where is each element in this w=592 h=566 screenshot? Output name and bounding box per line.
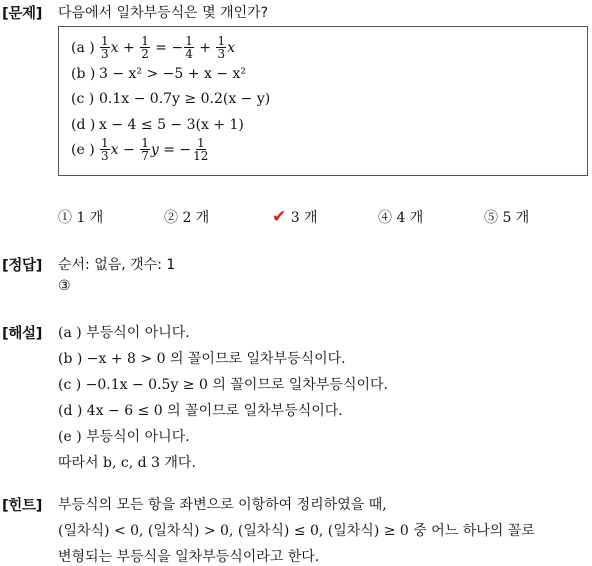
explanation-line: (e ) 부등식이 아니다. [58, 429, 190, 445]
item-label: (c ) [71, 91, 95, 107]
item-label: (a ) [71, 39, 95, 56]
explanation-line: (d ) 4x − 6 ≤ 0 의 꼴이므로 일차부등식이다. [58, 403, 343, 419]
explanation-line: 따라서 b, c, d 3 개다. [58, 455, 196, 471]
choice-mark: ④ [378, 210, 392, 226]
item-label: (e ) [71, 141, 95, 158]
choice-text: 4 개 [396, 210, 424, 226]
item-e: (e ) $\frac{1}{3}$ x − $\frac{1}{7}$ y = − $\frac{1}{12}$ [71, 136, 209, 163]
choice-mark: ⑤ [484, 210, 498, 226]
item-d [71, 117, 244, 133]
choice-2[interactable] [164, 207, 209, 227]
item-a: (a ) $\frac{1}{3}$ x + $\frac{1}{2}$ = − $\frac{1}{4}$ + $\frac{1}{3}$ x [71, 34, 236, 61]
hint-line: (일차식) < 0, (일차식) > 0, (일차식) ≤ 0, (일차식) ≥ 0 중 어느 하나의 꼴로 [58, 523, 535, 539]
item-a-part: x + [110, 39, 140, 56]
explanation-tag: [해설] [2, 326, 43, 342]
explanation-line: (b ) −x + 8 > 0 의 꼴이므로 일차부등식이다. [58, 351, 346, 367]
item-text: x − 4 ≤ 5 − 3(x + 1) [99, 117, 244, 133]
hint-line: 부등식의 모든 항을 좌변으로 이항하여 정리하였을 때, [58, 497, 387, 513]
item-c [71, 91, 270, 107]
choice-5[interactable] [484, 207, 529, 227]
hint-line: 변형되는 부등식을 일차부등식이라고 한다. [58, 549, 320, 565]
choice-text: 2 개 [182, 210, 210, 226]
question-tag: [문제] [2, 6, 43, 22]
choice-3[interactable] [272, 207, 318, 227]
frac-num: 1 [101, 34, 109, 48]
choice-text: 3 개 [290, 210, 318, 226]
choice-text: 5 개 [502, 210, 530, 226]
question-text: 다음에서 일차부등식은 몇 개인가? [58, 5, 269, 21]
explanation-line: (a ) 부등식이 아니다. [58, 325, 190, 341]
check-icon: ✔ [272, 207, 287, 227]
choice-4[interactable] [378, 207, 423, 227]
item-text: 3 − x² > −5 + x − x² [99, 66, 246, 82]
question-box [58, 26, 588, 176]
explanation-line: (c ) −0.1x − 0.5y ≥ 0 의 꼴이므로 일차부등식이다. [58, 377, 388, 393]
item-b [71, 66, 246, 82]
answer-line-1: 순서: 없음, 갯수: 1 [58, 257, 176, 273]
item-label: (d ) [71, 117, 96, 133]
answer-tag: [정답] [2, 258, 43, 274]
choice-1[interactable] [58, 207, 103, 227]
answer-line-2: ③ [58, 278, 71, 294]
choice-mark: ① [58, 210, 72, 226]
item-text: 0.1x − 0.7y ≥ 0.2(x − y) [99, 91, 271, 107]
choice-mark: ② [164, 210, 178, 226]
item-label: (b ) [71, 66, 96, 82]
hint-tag: [힌트] [2, 498, 43, 514]
choice-text: 1 개 [76, 210, 104, 226]
frac-den: 3 [101, 47, 109, 61]
